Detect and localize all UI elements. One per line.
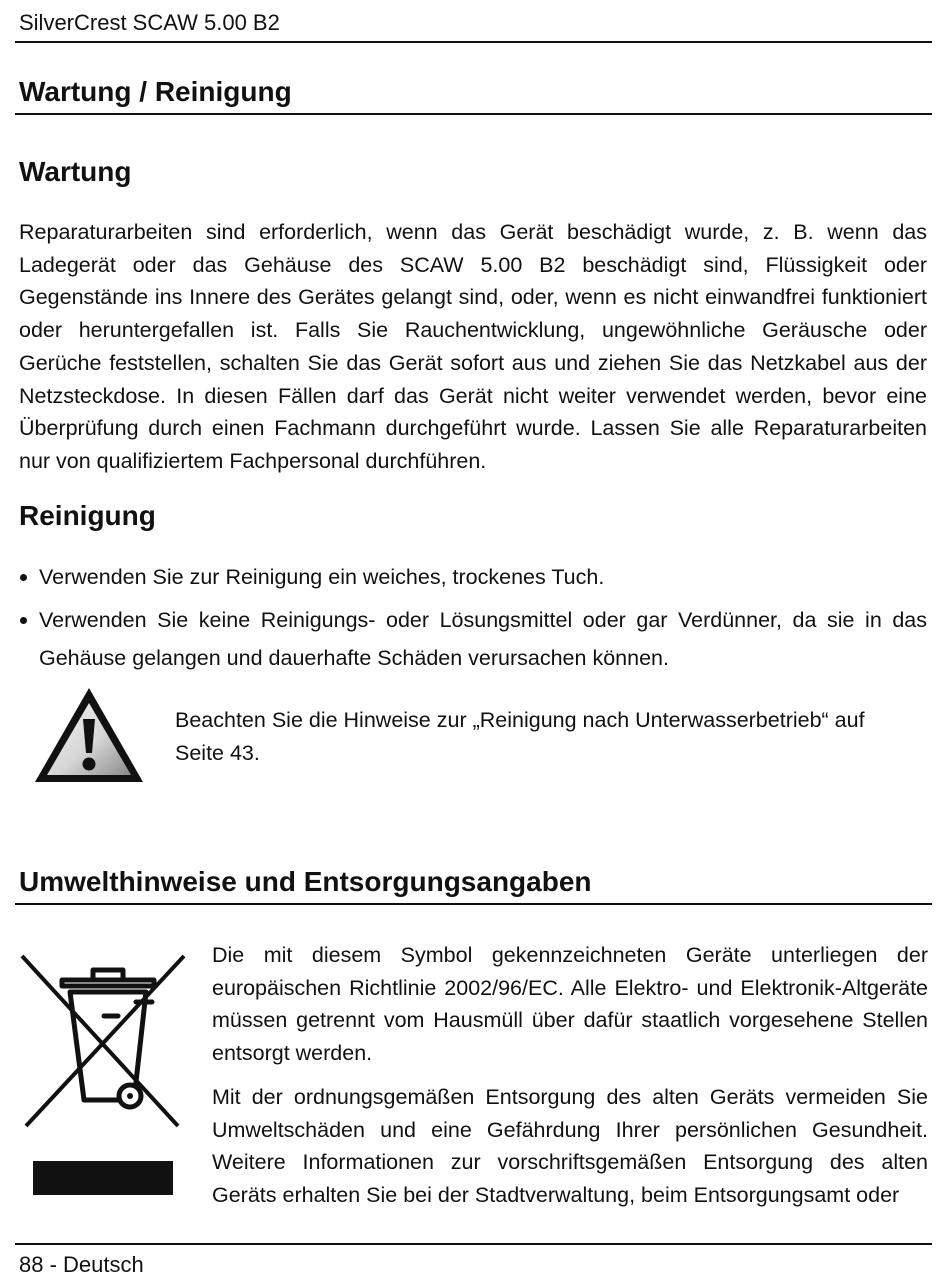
section-rule-maintenance-cleaning — [15, 113, 932, 115]
warning-triangle-icon — [32, 685, 146, 785]
section-heading-maintenance-cleaning: Wartung / Reinigung — [19, 76, 292, 107]
document-header-title: SilverCrest SCAW 5.00 B2 — [19, 10, 280, 35]
list-item — [19, 558, 927, 596]
bullet-text: Verwenden Sie keine Reinigungs- oder Lösungsmittel oder gar Verdünner, da sie in das Gehäuse gelangen und dauerhafte Schäden verursachen können. — [39, 608, 927, 670]
section-heading-environment: Umwelthinweise und Entsorgungsangaben — [19, 866, 592, 897]
maintenance-paragraph: Reparaturarbeiten sind erforderlich, wenn das Gerät beschädigt wurde, z. B. wenn das Ladegerät oder das Gehäuse des SCAW 5.00 B2 beschädigt sind, Flüssigkeit oder Gegenstände ins Innere des Gerätes gelangt sind, oder, wenn es nicht einwandfrei funktioniert oder heruntergefallen ist. Falls Sie Rauchentwicklung, ungewöhnliche Geräusche oder Gerüche feststellen, schalten Sie das Gerät sofort aus und ziehen Sie das Netzkabel aus der Netzsteckdose. In diesen Fällen darf das Gerät nicht weiter verwendet werden, bevor eine Überprüfung durch einen Fachmann durchgeführt wurde. Lassen Sie alle Reparaturarbeiten nur von qualifiziertem Fachpersonal durchführen. — [19, 220, 927, 473]
footer-rule — [15, 1243, 932, 1245]
section-rule-environment — [15, 903, 932, 905]
bullet-icon — [20, 574, 27, 581]
weee-black-bar — [33, 1161, 173, 1195]
page-number-label: 88 - Deutsch — [19, 1252, 144, 1277]
list-item — [19, 601, 927, 677]
crossed-out-wheelie-bin-icon — [18, 950, 188, 1130]
environment-paragraph-1: Die mit diesem Symbol gekennzeichneten Geräte unterliegen der europäischen Richtlinie 2002/96/EC. Alle Elektro- und Elektronik-Altgeräte müssen getrennt vom Hausmüll über dafür staatlich vorgesehene Stellen entsorgt werden. — [212, 943, 928, 1066]
cleaning-warning-note: Beachten Sie die Hinweise zur „Reinigung nach Unterwasserbetrieb“ auf Seite 43. — [175, 708, 865, 765]
cleaning-bullet-list — [19, 558, 927, 682]
header-rule — [15, 41, 932, 43]
subheading-maintenance: Wartung — [19, 156, 132, 187]
environment-paragraph-2: Mit der ordnungsgemäßen Entsorgung des alten Geräts vermeiden Sie Umweltschäden und eine Gefährdung Ihrer persönlichen Gesundheit. Weitere Informationen zur vorschriftsgemäßen Entsorgung des alten Geräts erhalten Sie bei der Stadtverwaltung, beim Entsorgungsamt oder — [212, 1085, 928, 1208]
bullet-text: Verwenden Sie zur Reinigung ein weiches, trockenes Tuch. — [39, 565, 605, 589]
bullet-icon — [20, 617, 27, 624]
subheading-cleaning: Reinigung — [19, 500, 156, 531]
